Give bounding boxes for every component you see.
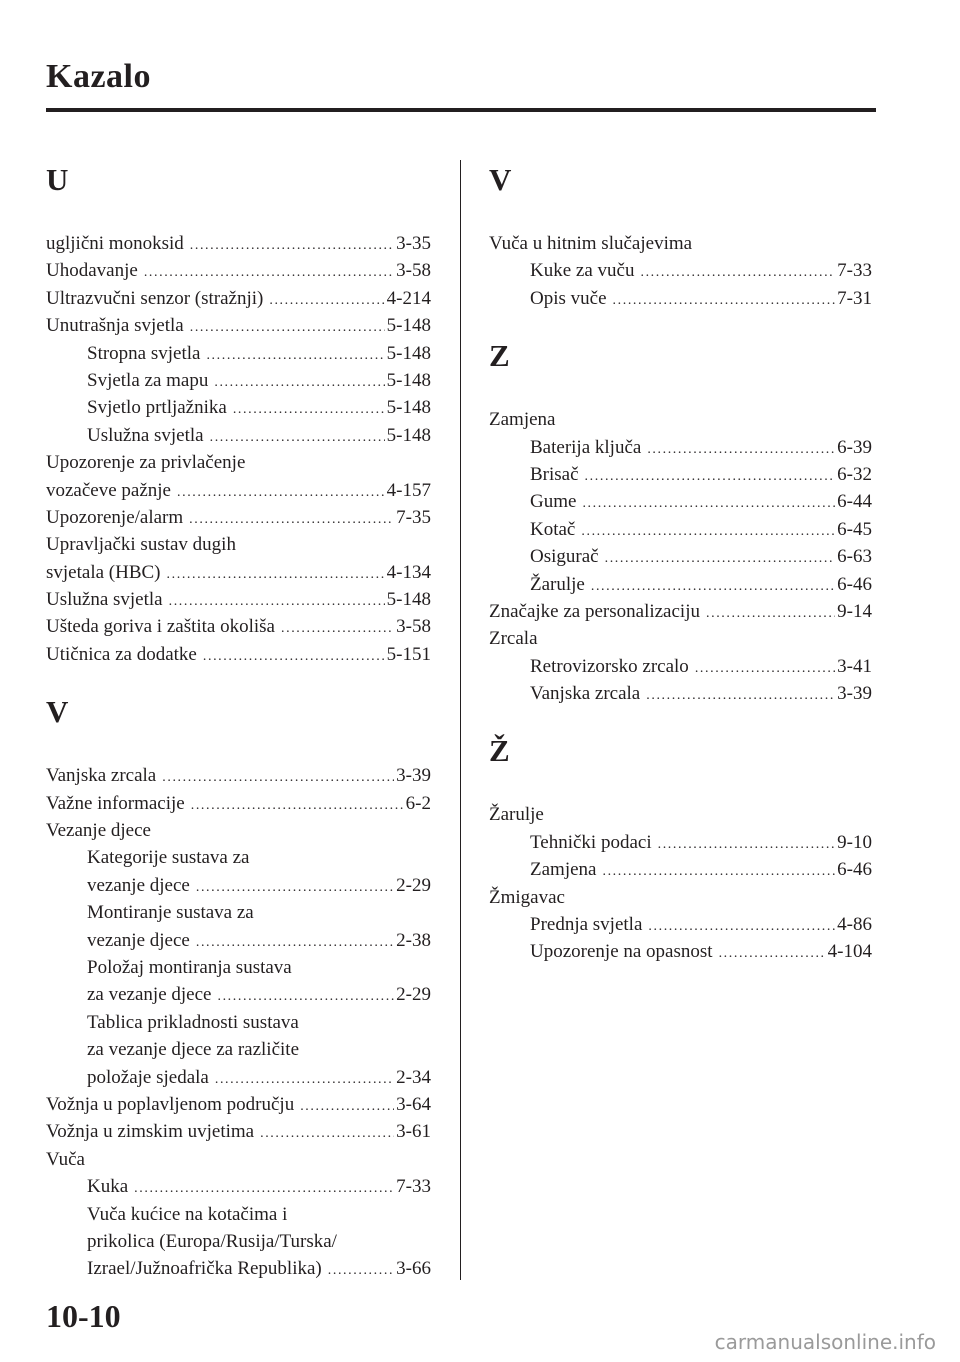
entry-label: Retrovizorsko zrcalo (530, 655, 689, 677)
entry-page-ref: 5-148 (386, 424, 431, 446)
index-subentry-heading: Kategorije sustava za (87, 847, 250, 869)
index-entry (46, 559, 431, 586)
dot-leader (191, 792, 404, 819)
entry-label: Stropna svjetla (87, 342, 201, 364)
entry-page-ref: 6-46 (837, 573, 872, 595)
index-subentry (46, 1173, 431, 1200)
index-subentry (46, 927, 431, 954)
index-subentry (489, 285, 872, 312)
dot-leader (177, 479, 385, 506)
entry-label: ugljični monoksid (46, 233, 184, 254)
entry-label: Izrael/Južnoafrička Republika) (87, 1258, 322, 1280)
index-subentry (46, 1064, 431, 1091)
dot-leader (591, 573, 835, 600)
index-entry (46, 257, 431, 284)
entry-label: Značajke za personalizaciju (489, 600, 700, 622)
index-subentry-heading: Položaj montiranja sustava (87, 956, 292, 978)
index-entry-heading: Vuča (46, 1148, 85, 1170)
index-subentry (489, 543, 872, 570)
dot-leader (328, 1257, 394, 1284)
watermark: carmanualsonline.info (714, 1330, 936, 1354)
entry-label: za vezanje djece (87, 984, 212, 1006)
index-entry-heading: Zamjena (489, 409, 556, 431)
page-title: Kazalo (46, 58, 151, 95)
index-subentry (46, 367, 431, 394)
index-subentry (489, 488, 872, 515)
entry-page-ref: 4-86 (837, 914, 872, 936)
index-subentry-heading: Vuča kućice na kotačima i (87, 1203, 288, 1225)
dot-leader (613, 287, 836, 314)
entry-page-ref: 5-148 (386, 315, 431, 337)
dot-leader (169, 588, 385, 615)
dot-leader (217, 983, 394, 1010)
index-subentry (489, 653, 872, 680)
entry-label: položaje sjedala (87, 1066, 209, 1088)
entry-page-ref: 6-46 (837, 859, 872, 881)
entry-label: Utičnica za dodatke (46, 643, 197, 665)
entry-label: Važne informacije (46, 792, 185, 814)
dot-leader (281, 615, 394, 642)
entry-page-ref: 6-2 (405, 792, 431, 814)
entry-page-ref: 2-38 (396, 929, 431, 951)
dot-leader (585, 463, 836, 490)
dot-leader (215, 1066, 394, 1093)
dot-leader (167, 561, 385, 588)
dot-leader (206, 342, 384, 369)
entry-label: Kotač (530, 518, 576, 540)
entry-page-ref: 9-14 (837, 600, 872, 622)
index-subentry (489, 571, 872, 598)
index-subentry (46, 1255, 431, 1282)
entry-page-ref: 3-66 (396, 1258, 431, 1280)
entry-page-ref: 2-34 (396, 1066, 431, 1088)
dot-leader (203, 643, 385, 670)
dot-leader (260, 1120, 394, 1147)
index-entry (46, 613, 431, 640)
entry-page-ref: 5-151 (386, 643, 431, 665)
dot-leader (190, 314, 385, 341)
entry-page-ref: 6-63 (837, 546, 872, 568)
column-divider (460, 160, 461, 1280)
entry-label: Osigurač (530, 546, 599, 568)
entry-page-ref: 7-31 (837, 287, 872, 309)
dot-leader (706, 600, 835, 627)
index-subentry (489, 461, 872, 488)
section-letter: Ž (489, 733, 510, 769)
index-entry (46, 762, 431, 789)
index-subentry-heading: prikolica (Europa/Rusija/Turska/ (87, 1230, 337, 1252)
entry-label: Baterija ključa (530, 436, 642, 458)
dot-leader (605, 545, 836, 572)
entry-label: Opis vuče (530, 287, 607, 309)
section-gap (46, 668, 431, 692)
entry-page-ref: 4-157 (386, 479, 431, 501)
dot-leader (144, 259, 394, 286)
dot-leader (582, 490, 835, 517)
entry-page-ref: 3-64 (396, 1093, 431, 1115)
dot-leader (646, 682, 835, 709)
entry-page-ref: 5-148 (386, 342, 431, 364)
index-entry (489, 598, 872, 625)
index-entry (46, 504, 431, 531)
entry-page-ref: 3-35 (396, 233, 431, 254)
dot-leader (695, 655, 835, 682)
dot-leader (134, 1175, 394, 1202)
entry-label: svjetala (HBC) (46, 561, 161, 583)
entry-label: vezanje djece (87, 929, 190, 951)
entry-page-ref: 3-41 (837, 655, 872, 677)
entry-label: Uslužna svjetla (46, 589, 163, 611)
index-entry (46, 477, 431, 504)
index-column-left (46, 160, 431, 1283)
entry-label: Uhodavanje (46, 260, 138, 282)
section-gap (489, 707, 872, 731)
entry-page-ref: 6-44 (837, 491, 872, 513)
dot-leader (162, 764, 394, 791)
section-letter: Z (489, 338, 510, 374)
entry-page-ref: 4-104 (827, 941, 872, 963)
entry-label: Vožnja u zimskim uvjetima (46, 1121, 255, 1143)
entry-label: Vanjska zrcala (46, 765, 157, 787)
entry-page-ref: 9-10 (837, 831, 872, 853)
index-subentry (489, 856, 872, 883)
index-subentry (489, 829, 872, 856)
index-subentry (489, 434, 872, 461)
entry-page-ref: 7-33 (396, 1176, 431, 1198)
section-letter: U (46, 162, 69, 197)
entry-label: Upozorenje na opasnost (530, 941, 713, 963)
index-entry (46, 641, 431, 668)
index-entry-heading: Žarulje (489, 804, 544, 826)
entry-label: vozačeve pažnje (46, 479, 171, 501)
index-entry-heading: Upozorenje za privlačenje (46, 452, 246, 474)
section-letter: V (489, 162, 512, 197)
entry-page-ref: 7-33 (837, 260, 872, 282)
dot-leader (658, 831, 836, 858)
page-number: 10-10 (46, 1298, 121, 1334)
index-subentry (46, 340, 431, 367)
index-subentry (489, 911, 872, 938)
index-subentry-heading: Tablica prikladnosti sustava (87, 1011, 299, 1033)
dot-leader (196, 874, 394, 901)
index-subentry (489, 516, 872, 543)
entry-label: Brisač (530, 463, 579, 485)
dot-leader (210, 424, 385, 451)
entry-label: Zamjena (530, 859, 597, 881)
entry-page-ref: 2-29 (396, 874, 431, 896)
entry-page-ref: 5-148 (386, 369, 431, 391)
index-subentry (489, 257, 872, 284)
index-entry-heading: Vezanje djece (46, 820, 151, 842)
entry-page-ref: 4-214 (386, 287, 431, 309)
entry-label: Prednja svjetla (530, 914, 643, 936)
entry-page-ref: 5-148 (386, 589, 431, 611)
entry-label: Ultrazvučni senzor (stražnji) (46, 287, 264, 309)
dot-leader (269, 287, 384, 314)
index-entry-heading: Upravljački sustav dugih (46, 534, 236, 556)
dot-leader (196, 929, 394, 956)
dot-leader (233, 396, 385, 423)
dot-leader (189, 506, 394, 533)
entry-label: Žarulje (530, 573, 585, 595)
entry-page-ref: 3-39 (837, 683, 872, 705)
entry-page-ref: 5-148 (386, 397, 431, 419)
index-subentry-heading: za vezanje djece za različite (87, 1039, 299, 1061)
index-subentry (46, 394, 431, 421)
index-entry-heading: Vuča u hitnim slučajevima (489, 233, 693, 254)
index-column-right (489, 160, 872, 966)
header-rule (46, 108, 876, 112)
entry-label: Svjetlo prtljažnika (87, 397, 227, 419)
index-subentry (46, 981, 431, 1008)
dot-leader (719, 940, 826, 967)
entry-page-ref: 6-45 (837, 518, 872, 540)
entry-page-ref: 3-58 (396, 616, 431, 638)
entry-page-ref: 3-39 (396, 765, 431, 787)
entry-page-ref: 3-61 (396, 1121, 431, 1143)
dot-leader (640, 259, 835, 286)
entry-page-ref: 3-58 (396, 260, 431, 282)
dot-leader (648, 913, 835, 940)
entry-label: Vožnja u poplavljenom području (46, 1093, 295, 1115)
entry-page-ref: 6-32 (837, 463, 872, 485)
entry-page-ref: 7-35 (396, 506, 431, 528)
entry-label: Kuke za vuču (530, 260, 635, 282)
index-entry (46, 312, 431, 339)
index-entry (46, 586, 431, 613)
dot-leader (300, 1093, 394, 1120)
index-subentry (489, 680, 872, 707)
index-subentry (46, 422, 431, 449)
entry-page-ref: 4-134 (386, 561, 431, 583)
section-letter: V (46, 694, 69, 730)
entry-page-ref: 6-39 (837, 436, 872, 458)
dot-leader (602, 858, 835, 885)
entry-page-ref: 2-29 (396, 984, 431, 1006)
entry-label: Ušteda goriva i zaštita okoliša (46, 616, 275, 638)
entry-label: Tehnički podaci (530, 831, 652, 853)
dot-leader (647, 436, 835, 463)
entry-label: Kuka (87, 1176, 129, 1198)
entry-label: Unutrašnja svjetla (46, 315, 184, 337)
entry-label: Gume (530, 491, 577, 513)
entry-label: Vanjska zrcala (530, 683, 641, 705)
entry-label: vezanje djece (87, 874, 190, 896)
index-entry (46, 790, 431, 817)
index-entry-heading: Žmigavac (489, 886, 565, 908)
index-entry (46, 285, 431, 312)
index-entry-heading: Zrcala (489, 628, 538, 650)
dot-leader (190, 232, 394, 259)
index-entry (46, 1091, 431, 1118)
index-entry (46, 230, 431, 257)
entry-label: Uslužna svjetla (87, 424, 204, 446)
entry-label: Svjetla za mapu (87, 369, 209, 391)
dot-leader (581, 518, 835, 545)
index-subentry (489, 938, 872, 965)
dot-leader (214, 369, 384, 396)
entry-label: Upozorenje/alarm (46, 506, 184, 528)
section-gap (489, 312, 872, 336)
index-subentry (46, 872, 431, 899)
index-entry (46, 1118, 431, 1145)
index-subentry-heading: Montiranje sustava za (87, 902, 254, 924)
